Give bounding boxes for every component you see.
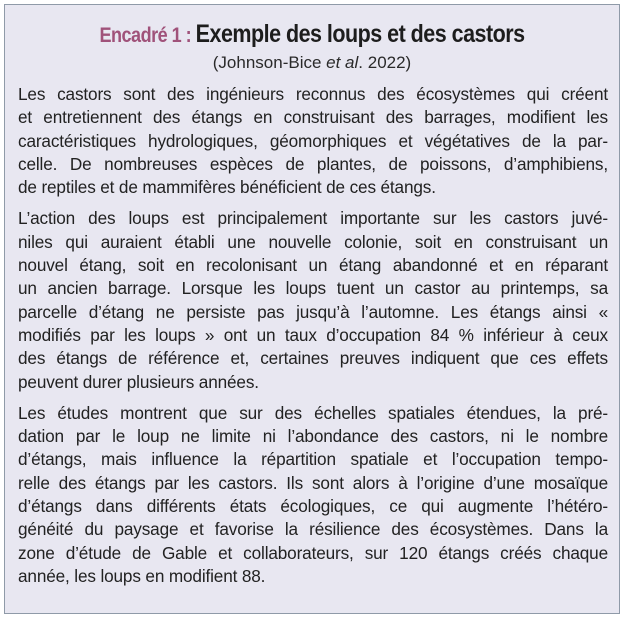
citation-year: . 2022)	[358, 53, 412, 72]
citation-authors: (Johnson-Bice	[212, 53, 327, 72]
text-line: peuvent durer plusieurs années.	[18, 371, 259, 392]
box-title-text: Exemple des loups et des castors	[195, 20, 525, 48]
box-body	[18, 83, 608, 596]
citation-etal: et al	[326, 53, 359, 72]
text-line: généité du paysage et favorise la résilience des écosystèmes. Dans la	[18, 519, 608, 540]
text-line: L’action des loups est principalement importante sur les castors juvé-	[18, 208, 608, 229]
text-line: Les études montrent que sur des échelles spatiales étendues, la pré-	[18, 402, 608, 423]
paragraph-3	[18, 402, 608, 588]
paragraph-1	[18, 83, 608, 199]
box-title-prefix: Encadré 1 :	[99, 24, 196, 47]
text-line: d’étangs dans différents états écologiques, ce qui augmente l’hétéro-	[18, 496, 608, 517]
text-line: parcelle d’étang ne persiste pas jusqu’à l’automne. Les étangs ainsi «	[18, 301, 608, 322]
paragraph-2	[18, 207, 608, 393]
text-line: des étangs de référence et, certaines preuves indiquent que ces effets	[18, 348, 608, 369]
citation	[5, 52, 619, 74]
text-line: nouvel étang, soit en recolonisant un étang abandonné et en réparant	[18, 255, 608, 276]
text-line: zone d’étude de Gable et collaborateurs, sur 120 étangs créés chaque	[18, 542, 608, 563]
text-line: celle. De nombreuses espèces de plantes, de poissons, d’amphibiens,	[18, 153, 608, 174]
text-line: de reptiles et de mammifères bénéficient de ces étangs.	[18, 177, 436, 198]
text-line: caractéristiques hydrologiques, géomorphiques et végétatives de la par-	[18, 130, 608, 151]
text-line: un ancien barrage. Lorsque les loups tuent un castor au printemps, sa	[18, 278, 608, 299]
text-line: dation par le loup ne limite ni l’abondance des castors, ni le nombre	[18, 426, 608, 447]
info-box	[4, 4, 620, 614]
text-line: modifiés par les loups » ont un taux d’occupation 84 % inférieur à ceux	[18, 324, 608, 345]
box-header	[5, 19, 619, 74]
text-line: Les castors sont des ingénieurs reconnus des écosystèmes qui créent	[18, 84, 608, 104]
text-line: année, les loups en modifient 88.	[18, 565, 266, 586]
text-line: niles qui auraient établi une nouvelle colonie, soit en construisant un	[18, 231, 608, 252]
text-line: et entretiennent des étangs en construisant des barrages, modifient les	[18, 107, 608, 128]
box-title	[48, 19, 576, 51]
text-line: relle des étangs par les castors. Ils sont alors à l’origine d’une mosaïque	[18, 472, 608, 493]
text-line: d’étangs, mais influence la répartition spatiale et l’occupation tempo-	[18, 449, 608, 470]
